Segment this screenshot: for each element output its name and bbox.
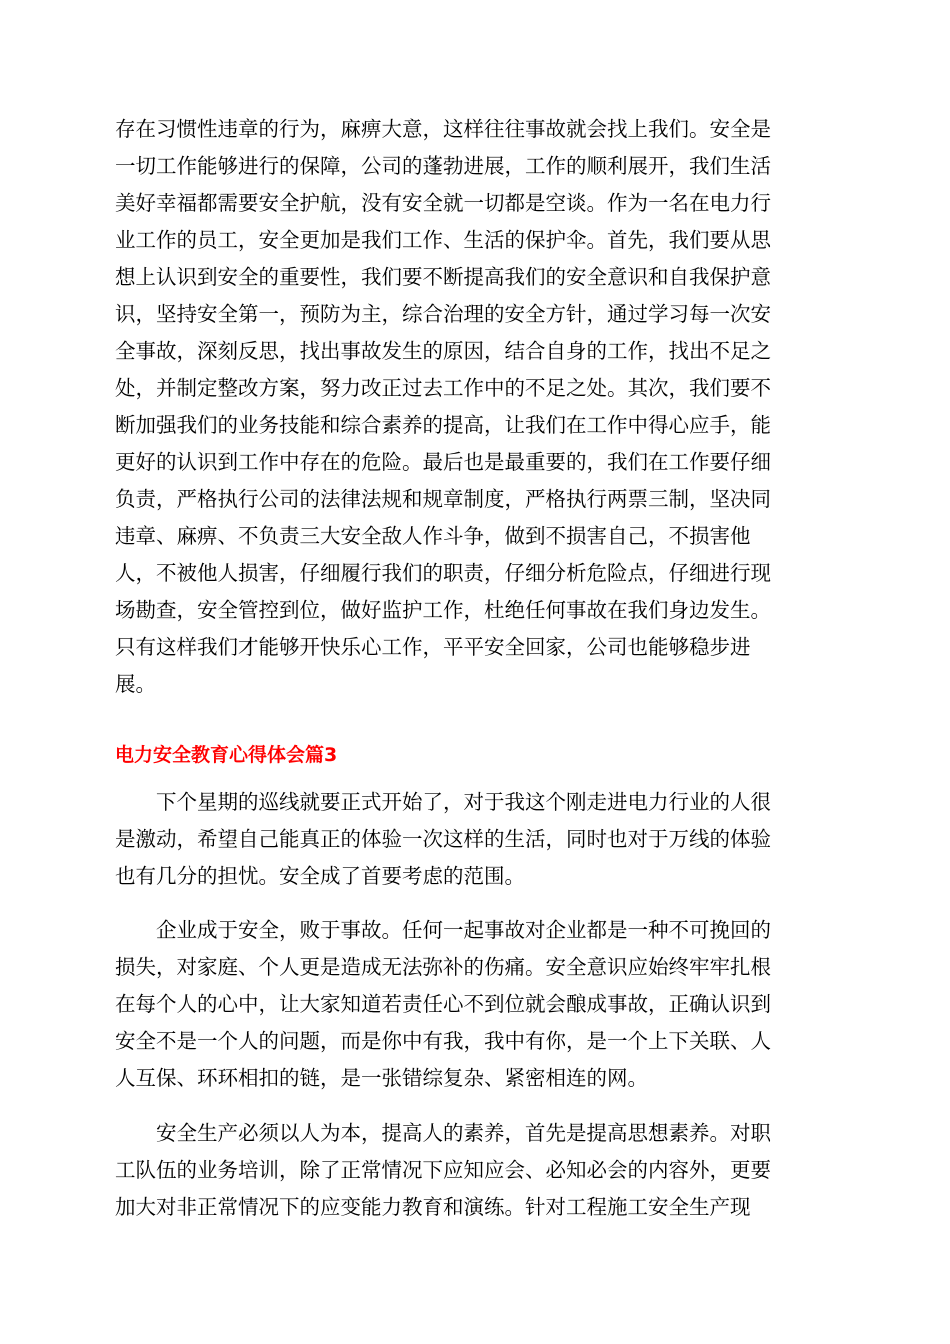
text-line: 断加强我们的业务技能和综合素养的提高，让我们在工作中得心应手，能	[115, 413, 771, 437]
text-line: 违章、麻痹、不负责三大安全敌人作斗争，做到不损害自己，不损害他	[115, 524, 751, 548]
text-line: 处，并制定整改方案，努力改正过去工作中的不足之处。其次，我们要不	[115, 376, 771, 400]
text-line: 一切工作能够进行的保障，公司的蓬勃进展，工作的顺利展开，我们生活	[115, 154, 771, 178]
text-line: 只有这样我们才能够开快乐心工作，平平安全回家，公司也能够稳步进	[115, 635, 751, 659]
text-line: 人，不被他人损害，仔细履行我们的职责，仔细分析危险点，仔细进行现	[115, 561, 771, 585]
text-line: 加大对非正常情况下的应变能力教育和演练。针对工程施工安全生产现	[115, 1195, 751, 1219]
text-line: 是激动，希望自己能真正的体验一次这样的生活，同时也对于万线的体验	[115, 827, 771, 851]
text-line: 负责，严格执行公司的法律法规和规章制度，严格执行两票三制，坚决同	[115, 487, 771, 511]
text-line: 美好幸福都需要安全护航，没有安全就一切都是空谈。作为一名在电力行	[115, 191, 771, 215]
text-line: 识，坚持安全第一，预防为主，综合治理的安全方针，通过学习每一次安	[115, 302, 771, 326]
text-line: 全事故，深刻反思，找出事故发生的原因，结合自身的工作，找出不足之	[115, 339, 771, 363]
paragraph-2	[115, 912, 835, 1097]
paragraph-1	[115, 784, 835, 895]
text-line: 场勘查，安全管控到位，做好监护工作，杜绝任何事故在我们身边发生。	[115, 598, 771, 622]
text-line: 工队伍的业务培训，除了正常情况下应知应会、必知必会的内容外，更要	[115, 1158, 771, 1182]
text-line: 损失，对家庭、个人更是造成无法弥补的伤痛。安全意识应始终牢牢扎根	[115, 955, 771, 979]
text-line: 人互保、环环相扣的链，是一张错综复杂、紧密相连的网。	[115, 1066, 648, 1090]
text-line: 企业成于安全，败于事故。任何一起事故对企业都是一种不可挽回的	[156, 918, 771, 942]
text-line: 安全不是一个人的问题，而是你中有我，我中有你，是一个上下关联、人	[115, 1029, 771, 1053]
text-line: 想上认识到安全的重要性，我们要不断提高我们的安全意识和自我保护意	[115, 265, 771, 289]
text-line: 展。	[115, 672, 156, 696]
text-line: 业工作的员工，安全更加是我们工作、生活的保护伞。首先，我们要从思	[115, 228, 771, 252]
text-line: 在每个人的心中，让大家知道若责任心不到位就会酿成事故，正确认识到	[115, 992, 771, 1016]
text-line: 存在习惯性违章的行为，麻痹大意，这样往往事故就会找上我们。安全是	[115, 117, 771, 141]
text-line: 更好的认识到工作中存在的危险。最后也是最重要的，我们在工作要仔细	[115, 450, 771, 474]
text-line: 安全生产必须以人为本，提高人的素养，首先是提高思想素养。对职	[156, 1121, 771, 1145]
paragraph-3	[115, 1115, 835, 1226]
paragraph-continuation	[115, 111, 835, 703]
text-line: 下个星期的巡线就要正式开始了，对于我这个刚走进电力行业的人很	[156, 790, 771, 814]
text-line: 也有几分的担忧。安全成了首要考虑的范围。	[115, 864, 525, 888]
section-heading: 电力安全教育心得体会篇3	[115, 744, 338, 766]
